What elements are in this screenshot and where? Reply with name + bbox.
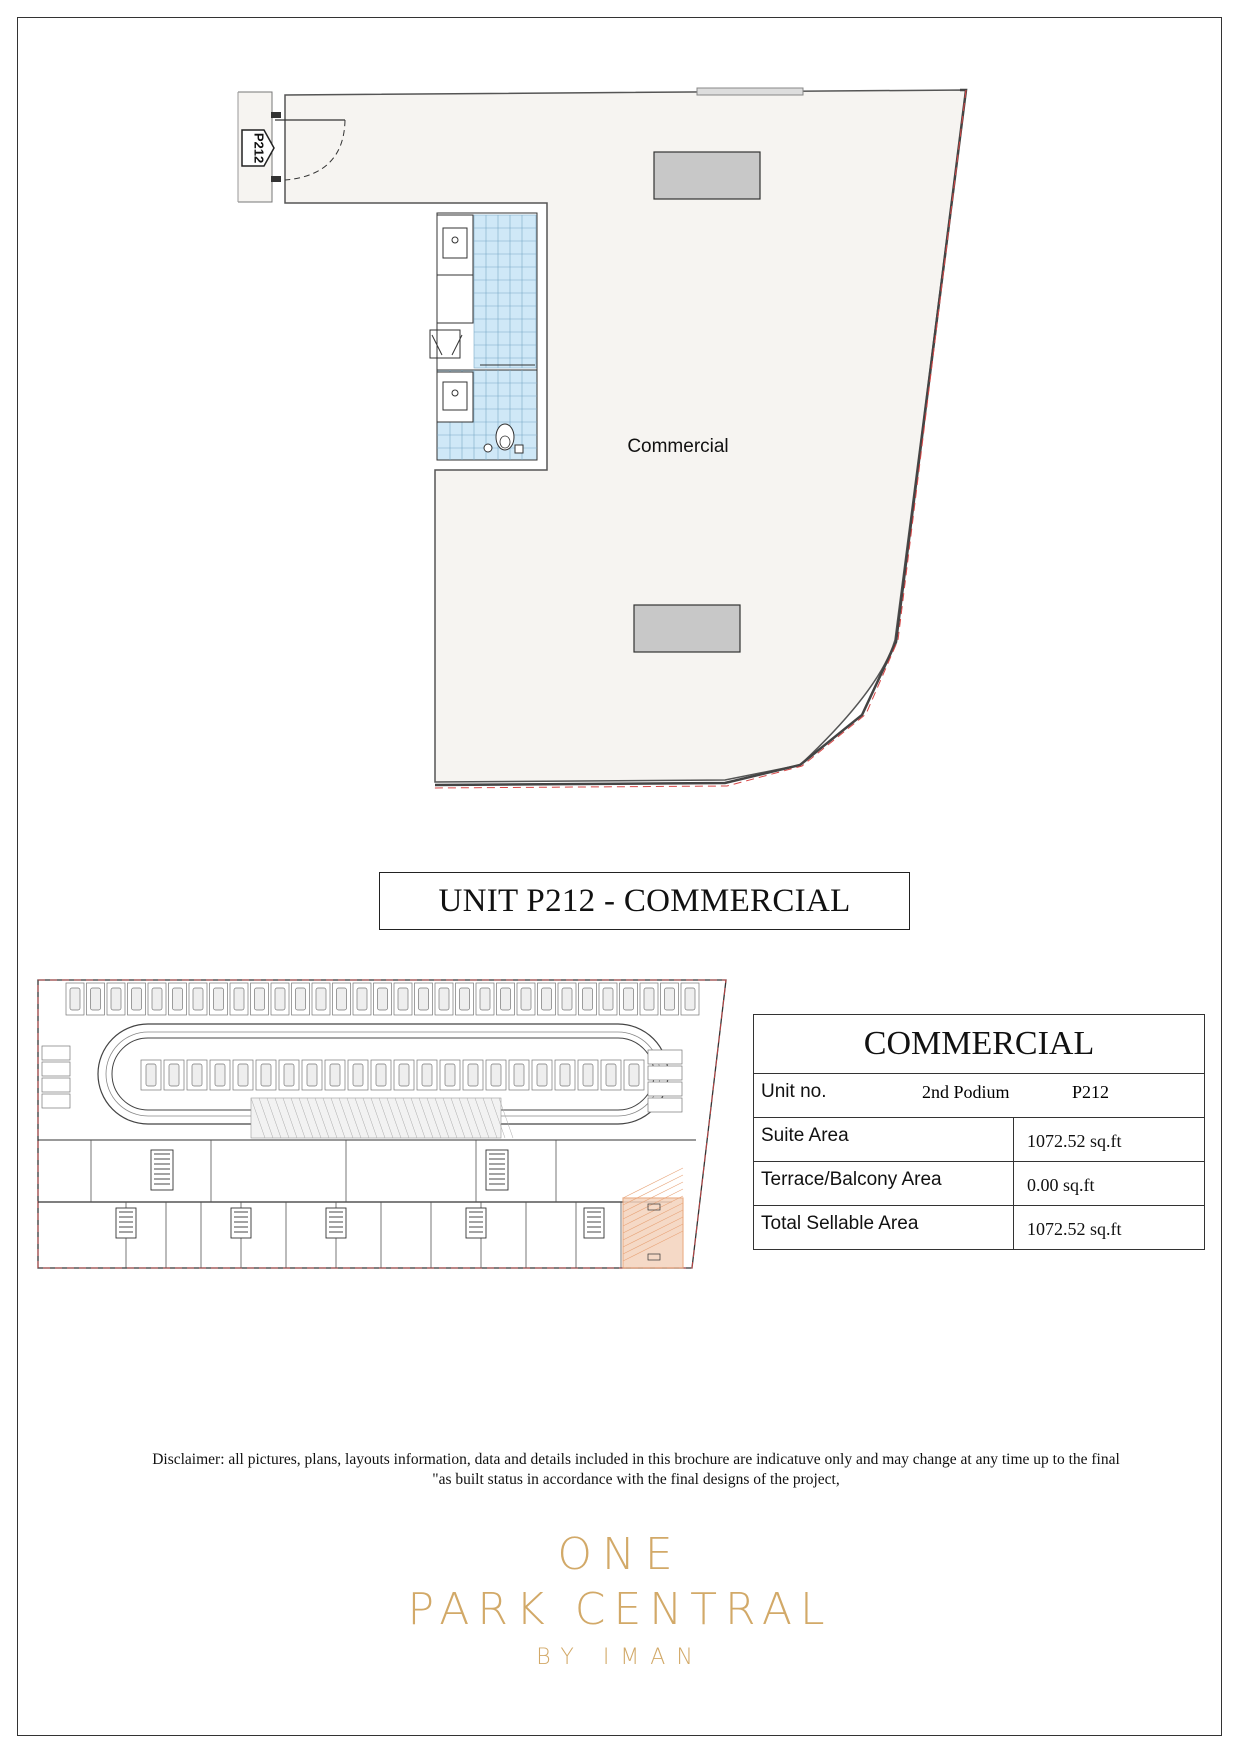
column (654, 152, 760, 199)
table-row (754, 1118, 1204, 1162)
area-table (753, 1014, 1205, 1250)
table-row (754, 1162, 1204, 1206)
key-plan (36, 978, 736, 1280)
unit-floor-plan (230, 85, 980, 795)
logo-line-by-iman: BY IMAN (536, 1645, 704, 1670)
brand-logo (370, 1528, 870, 1678)
row-label: Terrace/Balcony Area (761, 1169, 942, 1190)
disclaimer-line: Disclaimer: all pictures, plans, layouts information, data and details included in this brochure are indicatuve only and may change at any time up to the final (152, 1451, 1120, 1468)
row-value: 1072.52 sq.ft (1013, 1118, 1204, 1161)
row-label: Total Sellable Area (761, 1213, 919, 1234)
svg-text:P212: P212 (251, 132, 267, 164)
table-row-unit (754, 1074, 1204, 1118)
table-heading: COMMERCIAL (754, 1015, 1204, 1074)
unit-no-value: P212 (1072, 1082, 1110, 1102)
unit-title: UNIT P212 - COMMERCIAL (379, 872, 910, 930)
logo-line-one: ONE (557, 1529, 683, 1580)
room-label: Commercial (627, 436, 729, 457)
disclaimer (60, 1450, 1212, 1490)
row-value: 1072.52 sq.ft (1013, 1206, 1204, 1249)
column (634, 605, 740, 652)
row-label: Suite Area (761, 1125, 849, 1146)
logo-line-park-central: PARK CENTRAL (407, 1584, 833, 1635)
unit-no-label: Unit no. (761, 1081, 827, 1102)
highlighted-unit (623, 1198, 683, 1268)
floor-value: 2nd Podium (922, 1082, 1010, 1102)
row-value: 0.00 sq.ft (1013, 1162, 1204, 1205)
disclaimer-line: "as built status in accordance with the final designs of the project, (432, 1471, 840, 1488)
table-row (754, 1206, 1204, 1249)
